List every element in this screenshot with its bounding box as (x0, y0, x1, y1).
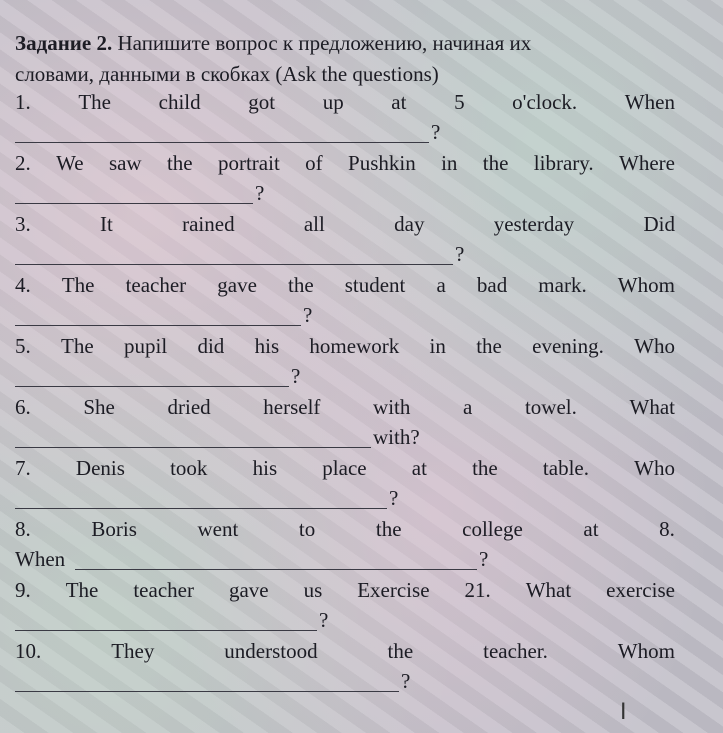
sentence-word: table. (542, 456, 589, 480)
sentence-word: at (411, 456, 427, 480)
answer-blank[interactable] (15, 264, 453, 265)
sentence-word: day (394, 212, 425, 236)
sentence-word: teacher (133, 578, 194, 602)
question-tail: ? (479, 547, 489, 571)
sentence-word: It (100, 212, 113, 236)
sentence-word: place (322, 456, 367, 480)
exercise-number: 4. (15, 273, 31, 297)
exercise-item (15, 639, 675, 700)
sentence-word: the (288, 273, 314, 297)
sentence-word: What (525, 578, 572, 602)
sentence-word: 21. (464, 578, 491, 602)
sentence-word: o'clock. (512, 90, 578, 114)
sentence-word: evening. (532, 334, 604, 358)
sentence-word: gave (228, 578, 269, 602)
exercise-number: 2. (15, 151, 31, 175)
answer-line (15, 608, 675, 639)
exercise-item (15, 334, 675, 395)
sentence-word: at (391, 90, 407, 114)
task-instruction-a: Напишите вопрос к предложению, начиная их (117, 31, 532, 55)
answer-line (15, 425, 675, 456)
exercise-number: 5. (15, 334, 31, 358)
sentence-word: of (305, 151, 323, 175)
sentence-word: Who (634, 334, 675, 358)
sentence-word: exercise (606, 578, 675, 602)
sentence-word: yesterday (493, 212, 575, 236)
question-tail: ? (389, 486, 399, 510)
sentence-word: Whom (617, 273, 675, 297)
exercise-item (15, 151, 675, 212)
sentence-word: The (61, 334, 94, 358)
exercise-list (15, 90, 675, 700)
answer-line (15, 547, 675, 578)
sentence-word: saw (108, 151, 142, 175)
sentence-word: bad (476, 273, 508, 297)
question-tail: with? (373, 425, 420, 449)
sentence-word: teacher. (483, 639, 548, 663)
sentence-word: in (429, 334, 446, 358)
sentence-word: all (303, 212, 325, 236)
sentence-word: 5 (454, 90, 465, 114)
sentence-word: Whom (617, 639, 675, 663)
question-tail: ? (431, 120, 441, 144)
exercise-item (15, 212, 675, 273)
question-tail: ? (303, 303, 313, 327)
exercise-sentence (15, 578, 675, 608)
sentence-word: mark. (538, 273, 587, 297)
question-tail: ? (455, 242, 465, 266)
exercise-number: 8. (15, 517, 31, 541)
sentence-word: Who (634, 456, 675, 480)
sentence-word: The (61, 273, 95, 297)
task-header (15, 28, 675, 90)
task-title: Задание 2. (15, 31, 113, 55)
exercise-number: 3. (15, 212, 31, 236)
task-instruction-b: словами, данными в скобках (Ask the questions) (15, 62, 439, 86)
exercise-sentence (15, 639, 675, 669)
sentence-word: the (472, 456, 498, 480)
sentence-word: What (629, 395, 675, 419)
sentence-word: portrait (217, 151, 280, 175)
sentence-word: got (248, 90, 276, 114)
sentence-word: at (583, 517, 599, 541)
answer-blank[interactable] (15, 325, 301, 326)
sentence-word: a (436, 273, 446, 297)
answer-blank[interactable] (15, 508, 387, 509)
sentence-word: the (476, 334, 502, 358)
answer-line (15, 181, 675, 212)
answer-blank[interactable] (15, 447, 371, 448)
exercise-item (15, 273, 675, 334)
sentence-word: a (463, 395, 473, 419)
answer-blank[interactable] (15, 630, 317, 631)
exercise-number: 9. (15, 578, 31, 602)
answer-line (15, 669, 675, 700)
sentence-word: Denis (75, 456, 125, 480)
exercise-item (15, 578, 675, 639)
sentence-word: herself (263, 395, 321, 419)
answer-blank[interactable] (15, 386, 289, 387)
sentence-word: library. (533, 151, 594, 175)
answer-blank[interactable] (15, 142, 429, 143)
exercise-sentence (15, 90, 675, 120)
sentence-word: The (78, 90, 112, 114)
sentence-word: student (344, 273, 406, 297)
answer-line (15, 242, 675, 273)
sentence-word: They (111, 639, 155, 663)
question-tail: ? (255, 181, 265, 205)
sentence-word: pupil (124, 334, 168, 358)
exercise-sentence (15, 273, 675, 303)
exercise-sentence (15, 517, 675, 547)
sentence-word: teacher (125, 273, 187, 297)
sentence-word: dried (167, 395, 211, 419)
sentence-word: Pushkin (348, 151, 416, 175)
exercise-sentence (15, 395, 675, 425)
exercise-item (15, 456, 675, 517)
question-start-word: When (15, 547, 66, 571)
exercise-item (15, 90, 675, 151)
exercise-number: 10. (15, 639, 42, 663)
text-cursor-icon: I (620, 700, 627, 725)
exercise-sentence (15, 212, 675, 242)
sentence-word: us (303, 578, 323, 602)
sentence-word: She (83, 395, 115, 419)
answer-line (15, 120, 675, 151)
exercise-sentence (15, 334, 675, 364)
sentence-word: child (158, 90, 201, 114)
sentence-word: homework (309, 334, 400, 358)
sentence-word: 8. (659, 517, 675, 541)
sentence-word: college (462, 517, 523, 541)
exercise-item (15, 517, 675, 578)
sentence-word: Exercise (357, 578, 430, 602)
sentence-word: When (624, 90, 675, 114)
answer-line (15, 486, 675, 517)
exercise-sentence (15, 151, 675, 181)
sentence-word: with (373, 395, 411, 419)
sentence-word: up (322, 90, 344, 114)
sentence-word: Boris (91, 517, 137, 541)
sentence-word: the (387, 639, 414, 663)
exercise-number: 1. (15, 90, 31, 114)
sentence-word: rained (182, 212, 235, 236)
exercise-number: 6. (15, 395, 31, 419)
sentence-word: We (56, 151, 84, 175)
question-tail: ? (319, 608, 329, 632)
sentence-word: The (65, 578, 99, 602)
sentence-word: did (197, 334, 225, 358)
exercise-sentence (15, 456, 675, 486)
exercise-number: 7. (15, 456, 31, 480)
question-tail: ? (401, 669, 411, 693)
answer-blank[interactable] (15, 203, 253, 204)
sentence-word: gave (217, 273, 257, 297)
answer-line (15, 303, 675, 334)
sentence-word: to (298, 517, 316, 541)
sentence-word: went (197, 517, 239, 541)
question-tail: ? (291, 364, 301, 388)
sentence-word: in (441, 151, 458, 175)
sentence-word: Where (619, 151, 675, 175)
sentence-word: the (482, 151, 509, 175)
sentence-word: took (170, 456, 208, 480)
worksheet-content (15, 28, 675, 700)
sentence-word: the (166, 151, 193, 175)
sentence-word: his (254, 334, 280, 358)
sentence-word: Did (643, 212, 675, 236)
answer-blank[interactable] (15, 691, 399, 692)
answer-blank[interactable] (75, 569, 477, 570)
sentence-word: his (252, 456, 278, 480)
sentence-word: towel. (524, 395, 577, 419)
sentence-word: the (375, 517, 402, 541)
sentence-word: understood (224, 639, 318, 663)
exercise-item (15, 395, 675, 456)
answer-line (15, 364, 675, 395)
